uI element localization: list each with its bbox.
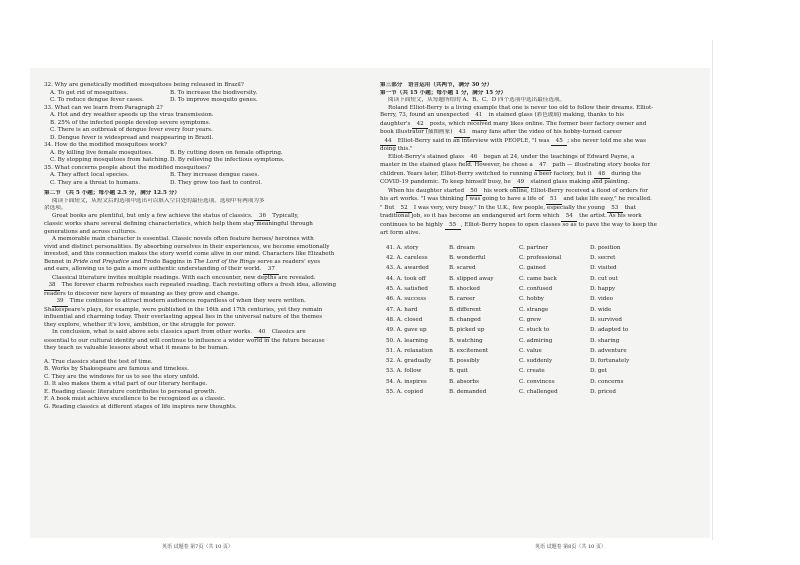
passage-p3-line-2: 38 The forever charm refreshes each repeated reading. Each revisiting offers a fresh idea, allowing [44, 282, 344, 291]
option-55-b[interactable]: B. demanded [449, 389, 487, 396]
option-row-51 [380, 346, 700, 356]
option-55-c[interactable]: C. challenged [519, 389, 558, 396]
passage-p3-line-1: Classical literature invites multiple readings. With each encounter, new depths are revealed. [52, 274, 316, 281]
cloze-p3-line-3: " But 52 I was very, very busy." In the U.K., few people, especially the young 53 that [380, 205, 700, 214]
passage-p1-line-3: generations and across cultures. [44, 228, 137, 235]
choice-d: D. It also makes them a vital part of our literary heritage. [44, 381, 208, 387]
q33-option-d: D. Dengue fever is widespread and reappearing in Brazil. [50, 134, 214, 141]
question-33: 33. What can we learn from Paragraph 2? [44, 104, 163, 111]
page-footer-right: 英语 试题卷 第8页（共 10 页） [535, 544, 606, 550]
cloze-p3-line-5: continues to be highly 55 , Elliot-Berry hopes to open classes so as to pave the way to keep the [380, 222, 700, 231]
cloze-p1-line-2: Berry, 73, found an unexpected 41 in stained glass (彩色玻璃) making, thanks to his [380, 112, 700, 121]
blank-53[interactable]: 53 [607, 205, 623, 214]
choice-f: F. A book must achieve excellence to be recognized as a classic. [44, 396, 226, 402]
cloze-p3-line-4: traditional job, so it has become an endangered art form which 54 the artist. As his work [380, 213, 700, 222]
section-1-title: 第一节（共 15 小题；每小题 1 分，满分 15 分） [380, 89, 507, 96]
blank-37[interactable]: 37 [263, 266, 279, 275]
option-43-a[interactable]: 43. A. awarded [386, 265, 429, 272]
passage-p1-line-1: Great books are plentiful, but only a few achieve the status of classics. 36 Typically, [44, 213, 344, 222]
passage-p2-line-2: vivid and distinct personalities. By absorbing ourselves in their experiences, we become emotionally [44, 243, 330, 250]
blank-42[interactable]: 42 [412, 121, 428, 130]
option-row-49 [380, 326, 700, 336]
choice-a: A. True classics stand the test of time. [44, 358, 153, 365]
option-47-a[interactable]: 47. A. hard [386, 306, 418, 313]
section-1-instructions: 阅读下面短文，从每题所给的 A、B、C、D 四个选项中选出最佳选项。 [388, 97, 566, 103]
option-44-b[interactable]: B. slipped away [449, 275, 494, 282]
page-edge-divider [712, 40, 713, 540]
option-48-d[interactable]: D. survived [590, 316, 622, 323]
option-53-a[interactable]: 53. A. follow [386, 368, 422, 375]
options-table [380, 244, 700, 398]
option-51-a[interactable]: 51. A. relaxation [386, 347, 433, 354]
blank-50[interactable]: 50 [466, 188, 482, 197]
option-48-b[interactable]: B. changed [449, 316, 481, 323]
option-43-c[interactable]: C. gained [519, 265, 546, 272]
option-46-a[interactable]: 46. A. success [386, 296, 427, 303]
option-50-d[interactable]: D. sharing [590, 337, 620, 344]
option-row-55 [380, 388, 700, 398]
option-43-b[interactable]: B. scared [449, 265, 476, 272]
option-row-48 [380, 316, 700, 326]
option-53-b[interactable]: B. quit [449, 368, 468, 375]
option-row-54 [380, 377, 700, 387]
cloze-p1-line-3: daughter's 42 posts, which received many likes online. The former beer factory owner and [380, 121, 700, 130]
passage-p1-line-2: classic works share several defining characteristics, which help them stay meaningful through [44, 221, 313, 227]
cloze-p2-line-3: children. Years later, Elliot-Berry switched to running a beer factory, but it 48 during the [380, 171, 700, 180]
option-47-c[interactable]: C. strange [519, 306, 549, 313]
option-row-43 [380, 264, 700, 274]
option-48-c[interactable]: C. grew [519, 316, 541, 323]
option-52-b[interactable]: B. possibly [449, 358, 480, 365]
option-row-50 [380, 336, 700, 346]
option-50-c[interactable]: C. admiring [519, 337, 553, 344]
q34-options-row-2: C. By stopping mosquitoes from hatching. D. By relieving the infectious symptoms. [50, 157, 285, 163]
option-44-a[interactable]: 44. A. took off [386, 275, 426, 282]
option-55-a[interactable]: 55. A. copied [386, 389, 424, 396]
option-52-c[interactable]: C. suddenly [519, 358, 553, 365]
passage-p4-line-3: influential and charming today. Their everlasting appeal lies in the universal nature of the themes [44, 314, 323, 320]
option-45-d[interactable]: D. happy [590, 286, 616, 293]
option-row-45 [380, 285, 700, 295]
choice-b: B. Works by Shakespeare are famous and timeless. [44, 366, 189, 372]
option-42-a[interactable]: 42. A. careless [386, 255, 428, 262]
cloze-p1-line-1: Roland Elliot-Berry is a living example that one is never too old to follow their dreams. Elliot- [388, 104, 654, 111]
option-49-c[interactable]: C. stuck to [519, 327, 550, 334]
option-row-46 [380, 295, 700, 305]
option-53-c[interactable]: C. create [519, 368, 545, 375]
cloze-p2-line-2: master in the stained glass field. However, he chose a 47 path — illustrating story books for [380, 162, 700, 171]
blank-49[interactable]: 49 [513, 179, 529, 188]
option-49-b[interactable]: B. picked up [449, 327, 485, 334]
blank-43[interactable]: 43 [454, 129, 470, 138]
option-45-a[interactable]: 45. A. satisfied [386, 286, 429, 293]
option-46-c[interactable]: C. hobby [519, 296, 544, 303]
q35-options-row-2: C. They are a threat to humans. D. They grow too fast to control. [50, 179, 263, 186]
option-49-a[interactable]: 49. A. gave up [386, 327, 427, 334]
cloze-p3-line-2: his art works. "I was thinking I was going to have a life of 51 and take life easy," he recalled. [380, 196, 700, 205]
option-47-b[interactable]: B. different [449, 306, 482, 313]
option-46-d[interactable]: D. video [590, 296, 614, 303]
option-row-41 [380, 244, 700, 254]
q32-options-row-1: A. To get rid of mosquitoes. B. To increase the biodiversity. [50, 89, 258, 96]
option-41-a[interactable]: 41. A. story [386, 244, 419, 251]
option-51-b[interactable]: B. excitement [449, 347, 489, 354]
blank-46[interactable]: 46 [466, 154, 482, 163]
cloze-p1-line-6: doing this." [380, 146, 413, 152]
option-42-b[interactable]: B. wonderful [449, 255, 486, 262]
cloze-p1-line-4: book illustrator (插图画家) 43 many fans after the video of his hobby-turned career [380, 129, 700, 138]
q33-option-b: B. 25% of the infected people develop severe symptoms. [50, 119, 211, 126]
page-footer-left: 英语 试题卷 第7页（共 10 页） [162, 544, 233, 550]
option-55-d[interactable]: D. priced [590, 389, 616, 396]
option-row-52 [380, 357, 700, 367]
option-49-d[interactable]: D. adapted to [590, 327, 629, 334]
option-52-d[interactable]: D. fortunately [590, 358, 630, 365]
question-32: 32. Why are genetically modified mosquitoes being released in Brazil? [44, 82, 244, 88]
blank-45[interactable]: 45 [551, 138, 567, 147]
blank-54[interactable]: 54 [561, 213, 577, 222]
blank-47[interactable]: 47 [535, 162, 551, 171]
option-row-42 [380, 254, 700, 264]
option-47-d[interactable]: D. wide [590, 306, 612, 313]
cloze-p2-line-4: COVID-19 pandemic. To keep himself busy, he 49 stained glass making and painting. [380, 179, 700, 188]
passage-p5-line-3: they teach us valuable lessons about what it means to be human. [44, 345, 229, 351]
blank-48[interactable]: 48 [594, 171, 610, 180]
section-2-title: 第二节 （共 5 小题；每小题 2.5 分，满分 12.5 分） [44, 190, 180, 196]
blank-36[interactable]: 36 [254, 213, 270, 222]
option-52-a[interactable]: 52. A. gradually [386, 358, 432, 365]
passage-p4-line-2: Shakespeare's plays, for example, were published in the 16th and 17th centuries, yet they remain [44, 306, 323, 313]
blank-51[interactable]: 51 [546, 196, 562, 205]
blank-38[interactable]: 38 [44, 282, 60, 291]
choice-e: E. Reading classic literature contributes to personal growth. [44, 388, 217, 395]
option-42-c[interactable]: C. professional [519, 255, 562, 262]
passage-p5-line-2: essential to our cultural identity and will continue to influence a wider world in the future because [44, 337, 325, 344]
question-34: 34. How do the modified mosquitoes work? [44, 142, 167, 148]
blank-52[interactable]: 52 [396, 205, 412, 214]
option-44-d[interactable]: D. cut out [590, 275, 618, 282]
q32-options-row-2: C. To reduce dengue fever cases. D. To improve mosquito genes. [50, 97, 258, 103]
passage-p2-line-5: and ears, allowing us to gain a more authentic understanding of their world. 37 [44, 266, 344, 275]
option-41-c[interactable]: C. partner [519, 244, 549, 251]
option-41-b[interactable]: B. dream [449, 244, 475, 251]
passage-p4-line-1: 39 Time continues to attract modern audiences regardless of when they were written. [44, 298, 344, 307]
option-50-a[interactable]: 50. A. learning [386, 337, 428, 344]
passage-p2-line-4: Bennet in Pride and Prejudice and Frodo Baggins in The Lord of the Rings serve as readers' eyes [44, 258, 321, 265]
choice-c: C. They are the windows for us to see the story unfold. [44, 373, 200, 380]
passage-p3-line-3: readers to discover new layers of meaning as they grow and change. [44, 290, 240, 297]
option-54-d[interactable]: D. concerns [590, 378, 624, 385]
option-row-53 [380, 367, 700, 377]
section-2-instructions-cont: 余选项。 [44, 205, 67, 211]
passage-p4-line-4: they explore, whether it's love, ambition, or the struggle for power. [44, 321, 236, 328]
blank-44[interactable]: 44 [380, 138, 396, 147]
part-3-title: 第三部分 语言运用（共两节，满分 30 分） [380, 82, 493, 88]
option-44-c[interactable]: C. came back [519, 275, 557, 282]
option-53-d[interactable]: D. get [590, 368, 607, 375]
option-42-d[interactable]: D. secret [590, 255, 616, 262]
question-35: 35. What concerns people about the modified mosquitoes? [44, 164, 211, 171]
option-row-47 [380, 305, 700, 315]
option-54-b[interactable]: B. absorbs [449, 378, 479, 385]
left-page [44, 82, 344, 411]
option-51-c[interactable]: C. value [519, 347, 542, 354]
right-page [380, 82, 700, 398]
q33-option-a: A. Hot and dry weather speeds up the virus transmission. [50, 112, 214, 118]
passage-p5-line-1: In conclusion, what is said above sets classics apart from other works. 40 Classics are [44, 329, 344, 338]
option-row-44 [380, 274, 700, 284]
passage-p2-line-3: invested, and this connection makes the story world come alive in our mind. Characters like Elizabeth [44, 251, 335, 257]
blank-40[interactable]: 40 [254, 329, 270, 338]
option-51-d[interactable]: D. adventure [590, 347, 627, 354]
option-45-c[interactable]: C. confused [519, 286, 553, 293]
cloze-p1-line-5: 44 Elliot-Berry said in an interview with PEOPLE, "I was 45 ; she never told me she was [380, 138, 700, 147]
q33-option-c: C. There is an outbreak of dengue fever every four years. [50, 127, 213, 133]
option-45-b[interactable]: B. shocked [449, 286, 480, 293]
option-41-d[interactable]: D. position [590, 244, 621, 251]
option-48-a[interactable]: 48. A. closed [386, 316, 423, 323]
option-54-c[interactable]: C. convinces [519, 378, 555, 385]
option-50-b[interactable]: B. watching [449, 337, 483, 344]
q35-options-row-1: A. They affect local species. B. They increase dengue cases. [50, 172, 260, 178]
cloze-p2-line-1: Elliot-Berry's stained glass 46 began at 24, under the teachings of Edward Payne, a [380, 154, 700, 163]
option-46-b[interactable]: B. career [449, 296, 476, 303]
section-2-instructions: 阅读下面短文，从短文后的选项中选出可以填入空白处的最佳选项。选项中有两项为多 [52, 197, 265, 204]
cloze-p3-line-6: art form alive. [380, 230, 421, 236]
blank-41[interactable]: 41 [471, 112, 487, 121]
blank-39[interactable]: 39 [52, 298, 68, 307]
option-43-d[interactable]: D. visited [590, 265, 617, 272]
option-54-a[interactable]: 54. A. inspires [386, 378, 427, 385]
blank-55[interactable]: 55 [445, 222, 461, 231]
q34-options-row-1: A. By killing live female mosquitoes. B. By cutting down on female offspring. [50, 149, 283, 156]
passage-p2-line-1: A memorable main character is essential. Classic novels often feature heroes/ heroines with [52, 236, 314, 242]
cloze-p3-line-1: When his daughter started 50 his work online, Elliot-Berry received a flood of orders for [380, 188, 700, 197]
choice-g: G. Reading classics at different stages of life inspires new thoughts. [44, 403, 237, 410]
